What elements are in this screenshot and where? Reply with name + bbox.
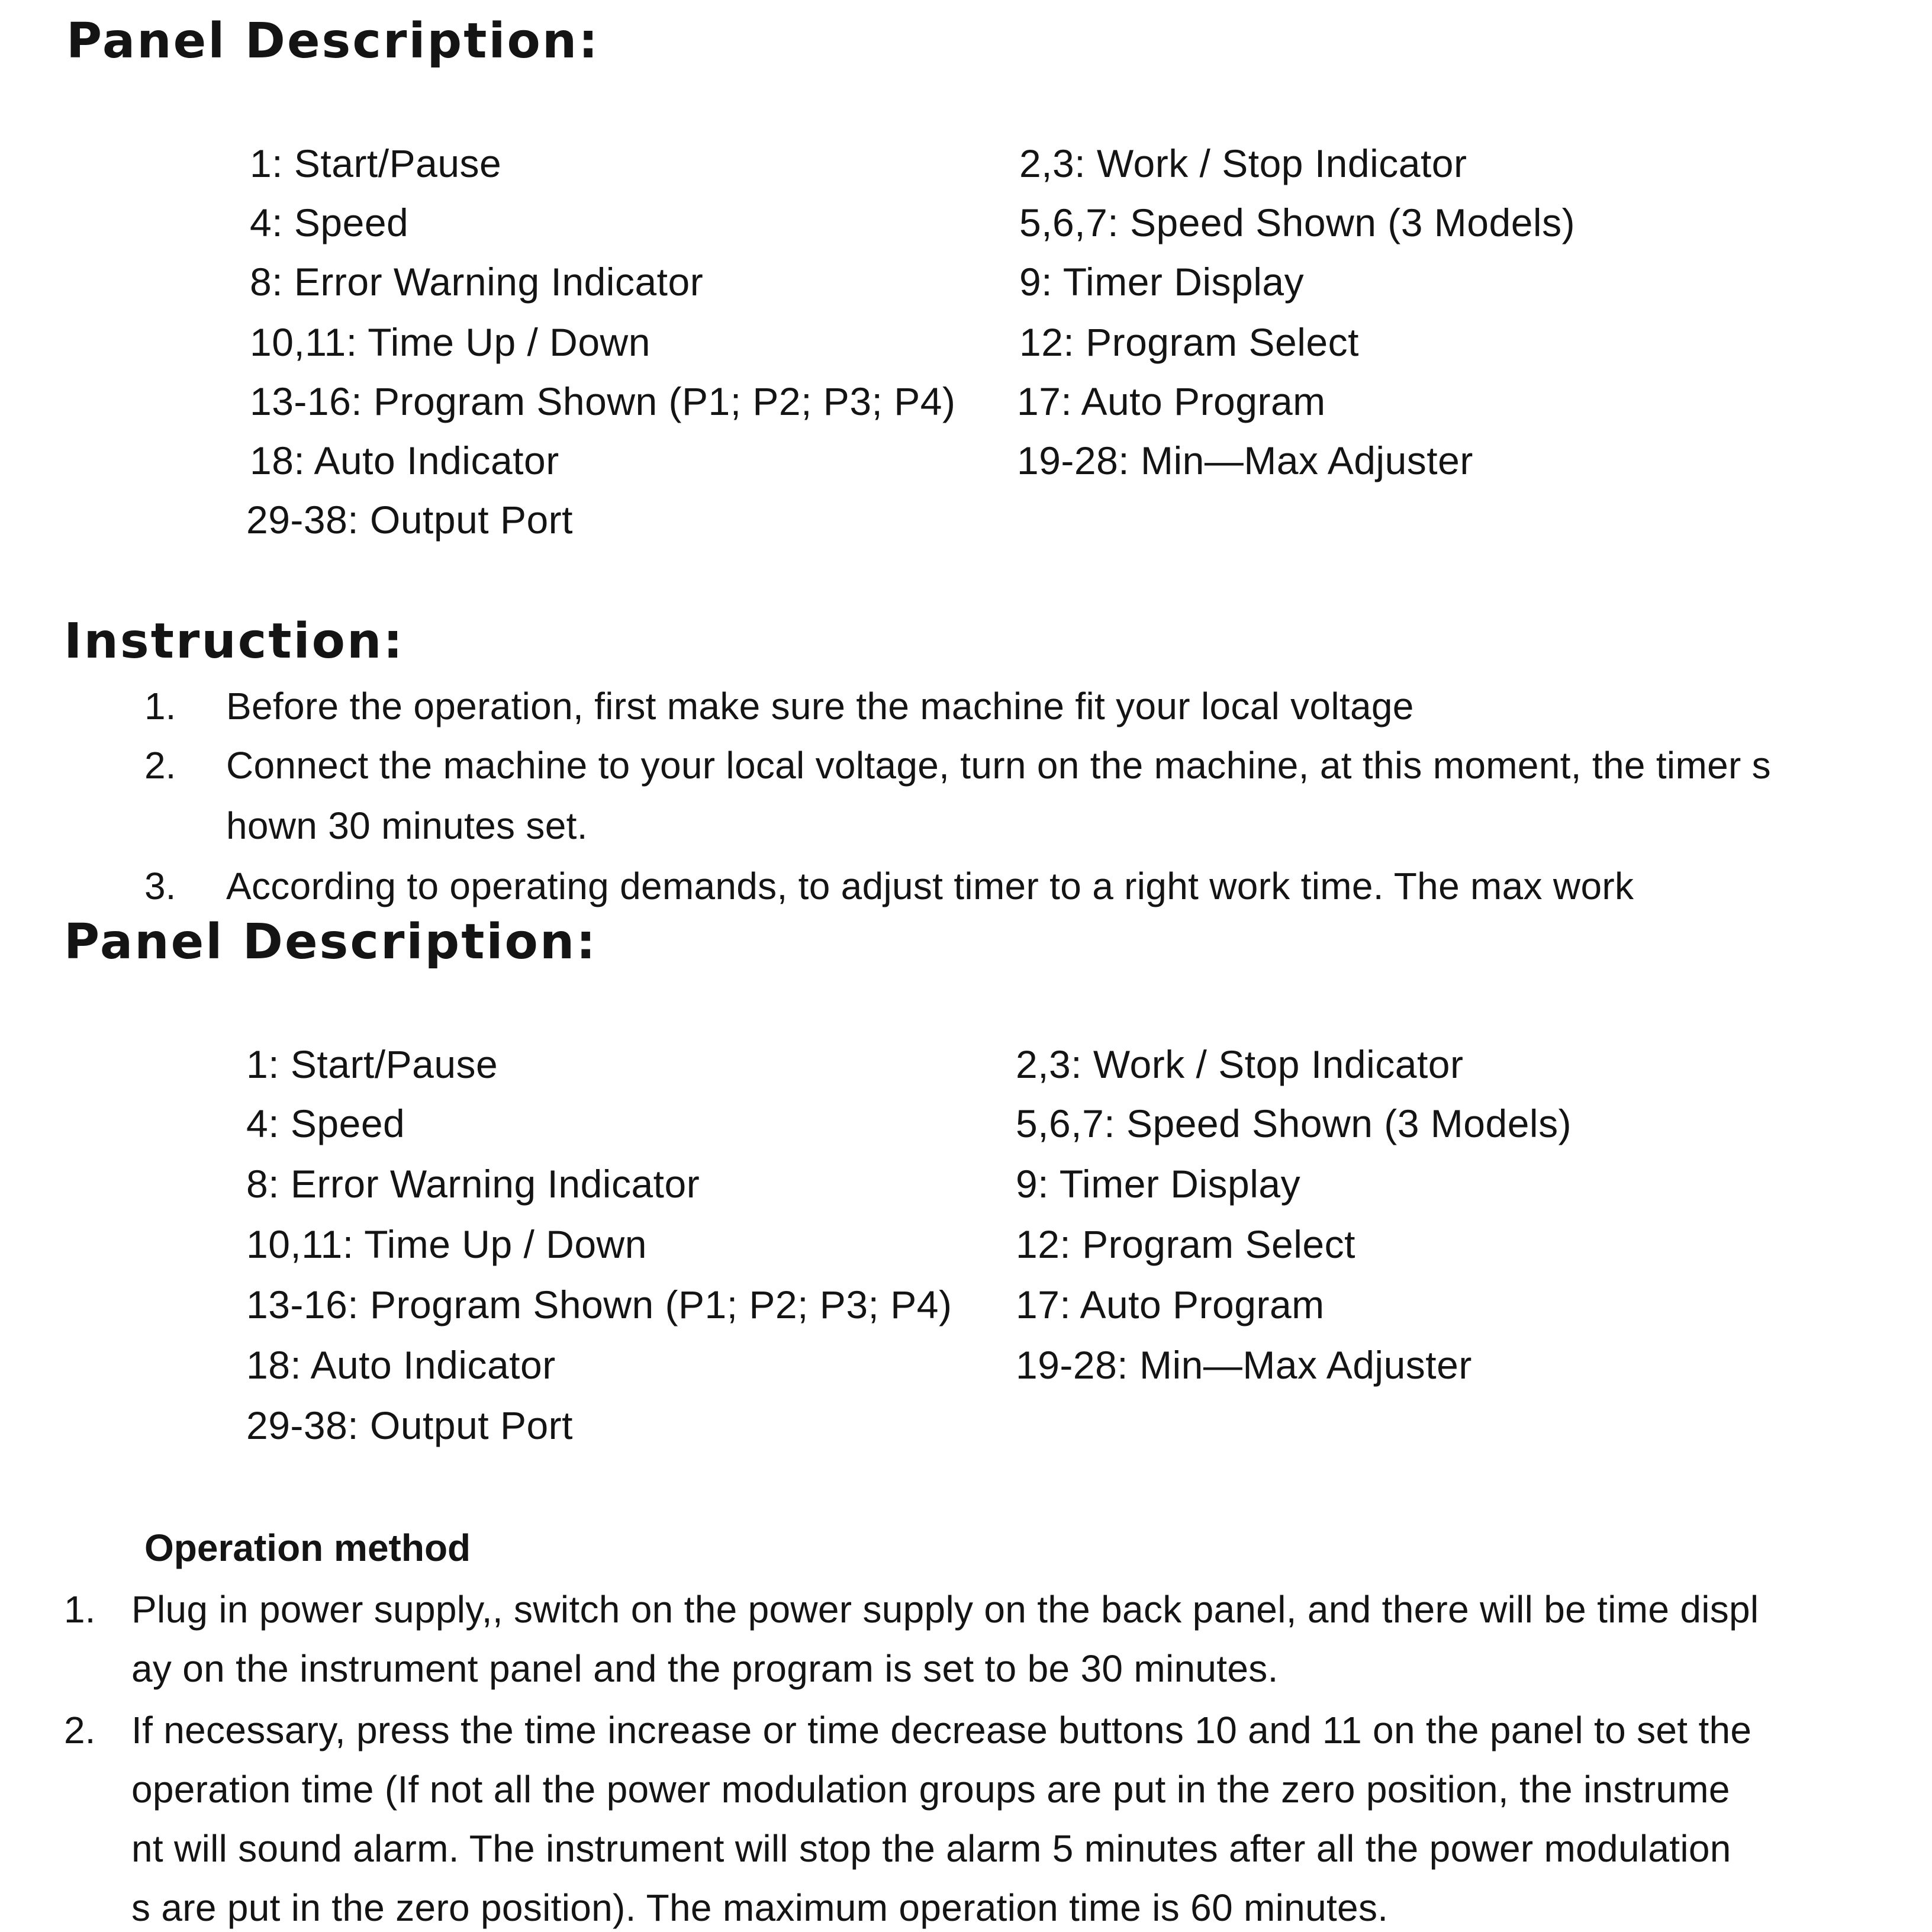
panel-item-left: 1: Start/Pause xyxy=(250,141,502,185)
panel-item-right: 12: Program Select xyxy=(1016,1222,1355,1266)
operation-number: 1. xyxy=(64,1588,96,1631)
panel-item-left: 18: Auto Indicator xyxy=(246,1343,556,1387)
panel-item-left: 8: Error Warning Indicator xyxy=(250,260,704,304)
panel-item-right: 12: Program Select xyxy=(1019,320,1359,364)
panel-item-left: 29-38: Output Port xyxy=(246,498,573,542)
instruction-heading: Instruction: xyxy=(64,613,405,669)
operation-text: s are put in the zero position). The maximum operation time is 60 minutes. xyxy=(131,1886,1389,1929)
operation-text: nt will sound alarm. The instrument will stop the alarm 5 minutes after all the power modulation xyxy=(131,1827,1731,1870)
panel-item-left: 8: Error Warning Indicator xyxy=(246,1162,700,1206)
operation-text: ay on the instrument panel and the program is set to be 30 minutes. xyxy=(131,1647,1279,1690)
instruction-text: According to operating demands, to adjust timer to a right work time. The max work xyxy=(226,865,1634,907)
panel-item-right: 9: Timer Display xyxy=(1016,1162,1301,1206)
instruction-number: 2. xyxy=(144,744,176,787)
operation-method-heading: Operation method xyxy=(144,1527,471,1569)
operation-text: operation time (If not all the power modulation groups are put in the zero position, the instrume xyxy=(131,1768,1730,1811)
panel-item-right: 17: Auto Program xyxy=(1017,379,1326,423)
panel-item-right: 5,6,7: Speed Shown (3 Models) xyxy=(1019,201,1576,244)
operation-text: Plug in power supply,, switch on the power supply on the back panel, and there will be time displ xyxy=(131,1588,1759,1631)
panel-item-left: 4: Speed xyxy=(246,1102,405,1145)
panel-description-heading: Panel Description: xyxy=(64,914,598,970)
panel-item-left: 4: Speed xyxy=(250,201,409,244)
panel-item-left: 29-38: Output Port xyxy=(246,1403,573,1447)
instruction-number: 1. xyxy=(144,685,176,727)
panel-item-left: 1: Start/Pause xyxy=(246,1042,498,1086)
instruction-number: 3. xyxy=(144,865,176,907)
operation-number: 2. xyxy=(64,1709,96,1751)
panel-item-left: 13-16: Program Shown (P1; P2; P3; P4) xyxy=(250,379,956,423)
panel-item-left: 18: Auto Indicator xyxy=(250,439,559,482)
panel-item-left: 10,11: Time Up / Down xyxy=(250,320,651,364)
instruction-text: Before the operation, first make sure the machine fit your local voltage xyxy=(226,685,1414,727)
panel-description-heading: Panel Description: xyxy=(66,13,600,69)
instruction-text: Connect the machine to your local voltage, turn on the machine, at this moment, the timer s xyxy=(226,744,1771,787)
panel-item-right: 2,3: Work / Stop Indicator xyxy=(1016,1042,1464,1086)
instruction-text: hown 30 minutes set. xyxy=(226,804,588,847)
panel-item-right: 19-28: Min—Max Adjuster xyxy=(1017,439,1473,482)
panel-item-right: 2,3: Work / Stop Indicator xyxy=(1019,141,1467,185)
panel-item-right: 19-28: Min—Max Adjuster xyxy=(1016,1343,1472,1387)
panel-item-left: 10,11: Time Up / Down xyxy=(246,1222,647,1266)
panel-item-right: 9: Timer Display xyxy=(1019,260,1305,304)
panel-item-right: 5,6,7: Speed Shown (3 Models) xyxy=(1016,1102,1572,1145)
panel-item-left: 13-16: Program Shown (P1; P2; P3; P4) xyxy=(246,1283,952,1326)
operation-text: If necessary, press the time increase or time decrease buttons 10 and 11 on the panel to set the xyxy=(131,1709,1752,1751)
panel-item-right: 17: Auto Program xyxy=(1016,1283,1325,1326)
